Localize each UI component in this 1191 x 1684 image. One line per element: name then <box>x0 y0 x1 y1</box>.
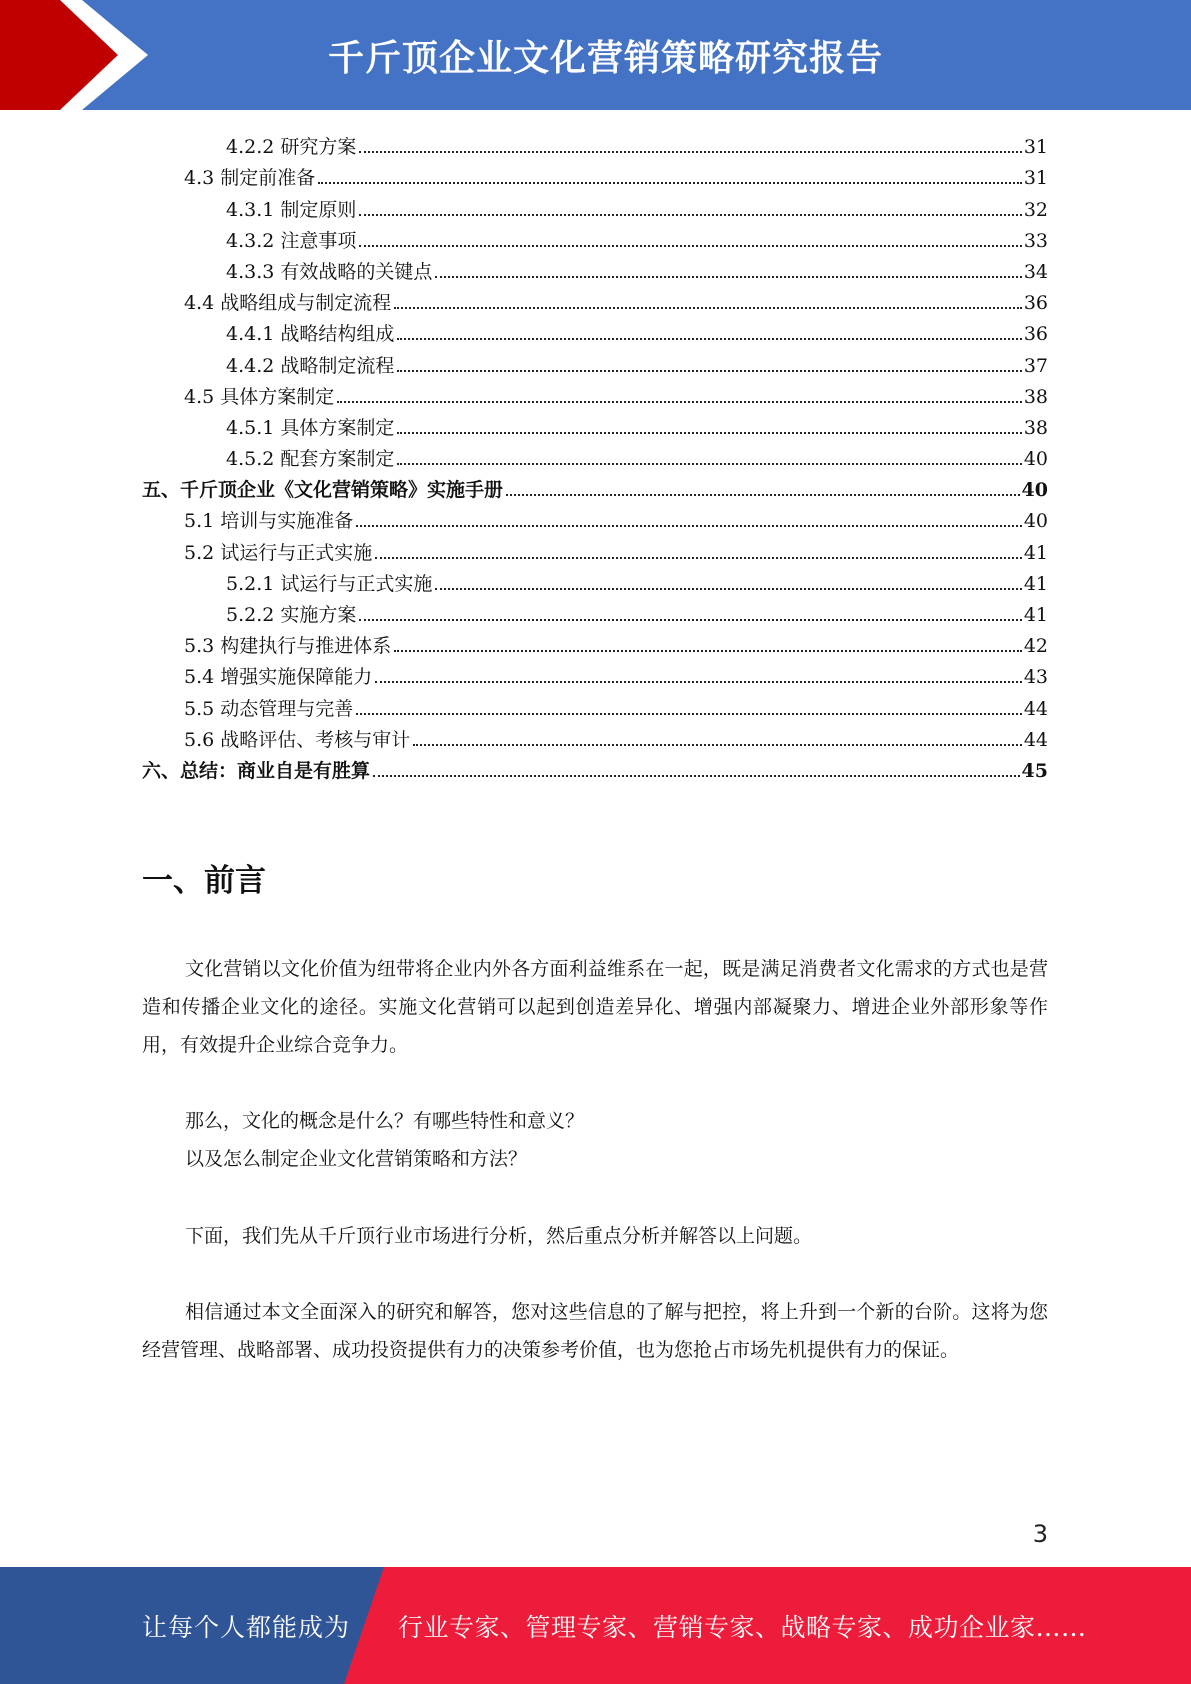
toc-entry-page: 36 <box>1023 292 1048 315</box>
toc-entry-label: 六、总结：商业自是有胜算 <box>142 759 371 782</box>
toc-entry[interactable] <box>142 596 1048 627</box>
toc-entry[interactable] <box>142 190 1048 221</box>
toc-entry-page: 42 <box>1023 635 1048 658</box>
toc-leader-dots <box>373 775 1020 777</box>
toc-entry-label: 五、千斤顶企业《文化营销策略》实施手册 <box>142 479 504 502</box>
toc-entry-label: 5.3 构建执行与推进体系 <box>184 635 392 658</box>
toc-entry[interactable] <box>142 658 1048 689</box>
toc-leader-dots <box>359 151 1021 153</box>
toc-leader-dots <box>359 214 1021 216</box>
toc-entry[interactable] <box>142 253 1048 284</box>
toc-leader-dots <box>397 463 1021 465</box>
toc-leader-dots <box>318 182 1022 184</box>
toc-entry[interactable] <box>142 128 1048 159</box>
toc-entry-page: 33 <box>1023 229 1048 252</box>
toc-entry[interactable] <box>142 440 1048 471</box>
question-line-1: 那么，文化的概念是什么？有哪些特性和意义？ <box>185 1110 585 1132</box>
toc-entry-page: 41 <box>1023 572 1048 595</box>
toc-entry-label: 5.4 增强实施保障能力 <box>184 666 373 689</box>
toc-entry-page: 37 <box>1023 354 1048 377</box>
toc-leader-dots <box>397 338 1021 340</box>
toc-entry-label: 5.2.1 试运行与正式实施 <box>226 572 433 595</box>
toc-entry-page: 31 <box>1023 136 1048 159</box>
plan-paragraph: 下面，我们先从千斤顶行业市场进行分析，然后重点分析并解答以上问题。 <box>185 1225 813 1247</box>
toc-entry[interactable] <box>142 346 1048 377</box>
page-header <box>0 0 1191 110</box>
toc-entry-label: 4.2.2 研究方案 <box>226 136 357 159</box>
toc-entry[interactable] <box>142 315 1048 346</box>
toc-entry[interactable] <box>142 409 1048 440</box>
toc-entry[interactable] <box>142 689 1048 720</box>
toc-leader-dots <box>359 619 1021 621</box>
toc-entry[interactable] <box>142 159 1048 190</box>
toc-entry[interactable] <box>142 565 1048 596</box>
toc-leader-dots <box>435 276 1021 278</box>
toc-entry[interactable] <box>142 752 1048 783</box>
intro-paragraph: 文化营销以文化价值为纽带将企业内外各方面利益维系在一起，既是满足消费者文化需求的方式也是营造和传播企业文化的途径。实施文化营销可以起到创造差异化、增强内部凝聚力、增进企业外部形象等作用，有效提升企业综合竞争力。 <box>142 958 1048 1056</box>
toc-leader-dots <box>359 245 1021 247</box>
page-number: 3 <box>1032 1520 1048 1548</box>
page-footer <box>0 1567 1191 1684</box>
toc-entry-page: 40 <box>1023 510 1048 533</box>
toc-entry-page: 41 <box>1023 541 1048 564</box>
toc-entry-label: 4.3 制定前准备 <box>184 167 316 190</box>
toc-entry[interactable] <box>142 378 1048 409</box>
section-title: 一、前言 <box>142 863 266 899</box>
toc-entry[interactable] <box>142 222 1048 253</box>
toc-entry-label: 4.3.1 制定原则 <box>226 198 357 221</box>
toc-entry-page: 36 <box>1023 323 1048 346</box>
toc-leader-dots <box>397 370 1021 372</box>
toc-entry-page: 31 <box>1023 167 1048 190</box>
toc-leader-dots <box>356 713 1022 715</box>
toc-entry-label: 5.5 动态管理与完善 <box>184 697 354 720</box>
toc-entry-label: 4.5.2 配套方案制定 <box>226 448 395 471</box>
closing-paragraph: 相信通过本文全面深入的研究和解答，您对这些信息的了解与把控，将上升到一个新的台阶。这将为您经营管理、战略部署、成功投资提供有力的决策参考价值，也为您抢占市场先机提供有力的保证。 <box>142 1301 1048 1361</box>
toc-leader-dots <box>375 557 1022 559</box>
toc-entry-page: 40 <box>1021 479 1048 502</box>
toc-entry-label: 5.2 试运行与正式实施 <box>184 541 373 564</box>
header-title: 千斤顶企业文化营销策略研究报告 <box>327 37 883 79</box>
toc-leader-dots <box>506 494 1020 496</box>
toc-entry-label: 4.5.1 具体方案制定 <box>226 416 395 439</box>
toc-leader-dots <box>356 525 1022 527</box>
toc-entry[interactable] <box>142 721 1048 752</box>
toc-entry-page: 38 <box>1023 385 1048 408</box>
toc-entry-label: 5.1 培训与实施准备 <box>184 510 354 533</box>
toc-entry-label: 4.3.3 有效战略的关键点 <box>226 260 433 283</box>
footer-slogan-right: 行业专家、管理专家、营销专家、战略专家、成功企业家…… <box>398 1612 1087 1642</box>
toc-entry-page: 44 <box>1023 728 1048 751</box>
toc-entry-label: 4.4.1 战略结构组成 <box>226 323 395 346</box>
toc-entry-page: 45 <box>1021 759 1048 782</box>
table-of-contents <box>142 128 1048 783</box>
toc-entry-page: 44 <box>1023 697 1048 720</box>
toc-leader-dots <box>375 681 1022 683</box>
toc-leader-dots <box>394 650 1022 652</box>
toc-entry-page: 41 <box>1023 604 1048 626</box>
toc-entry-label: 5.6 战略评估、考核与审计 <box>184 728 411 751</box>
toc-entry-label: 4.4.2 战略制定流程 <box>226 354 395 377</box>
toc-entry-page: 43 <box>1023 666 1048 689</box>
toc-entry-page: 34 <box>1023 260 1048 283</box>
toc-leader-dots <box>394 307 1022 309</box>
footer-slogan-left: 让每个人都能成为 <box>142 1612 351 1642</box>
toc-entry-label: 4.4 战略组成与制定流程 <box>184 292 392 315</box>
question-line-2: 以及怎么制定企业文化营销策略和方法？ <box>185 1148 528 1170</box>
toc-entry[interactable] <box>142 284 1048 315</box>
toc-entry[interactable] <box>142 502 1048 533</box>
toc-leader-dots <box>435 588 1021 590</box>
toc-entry-page: 38 <box>1023 416 1048 439</box>
toc-leader-dots <box>337 401 1022 403</box>
toc-entry-page: 32 <box>1023 198 1048 221</box>
toc-entry-label: 4.3.2 注意事项 <box>226 229 357 252</box>
toc-entry-page: 40 <box>1023 448 1048 471</box>
toc-entry[interactable] <box>142 471 1048 502</box>
toc-entry-label: 5.2.2 实施方案 <box>226 604 357 626</box>
toc-entry[interactable] <box>142 533 1048 564</box>
toc-entry[interactable] <box>142 627 1048 658</box>
toc-entry-label: 4.5 具体方案制定 <box>184 385 335 408</box>
toc-leader-dots <box>397 432 1021 434</box>
toc-leader-dots <box>413 744 1022 746</box>
